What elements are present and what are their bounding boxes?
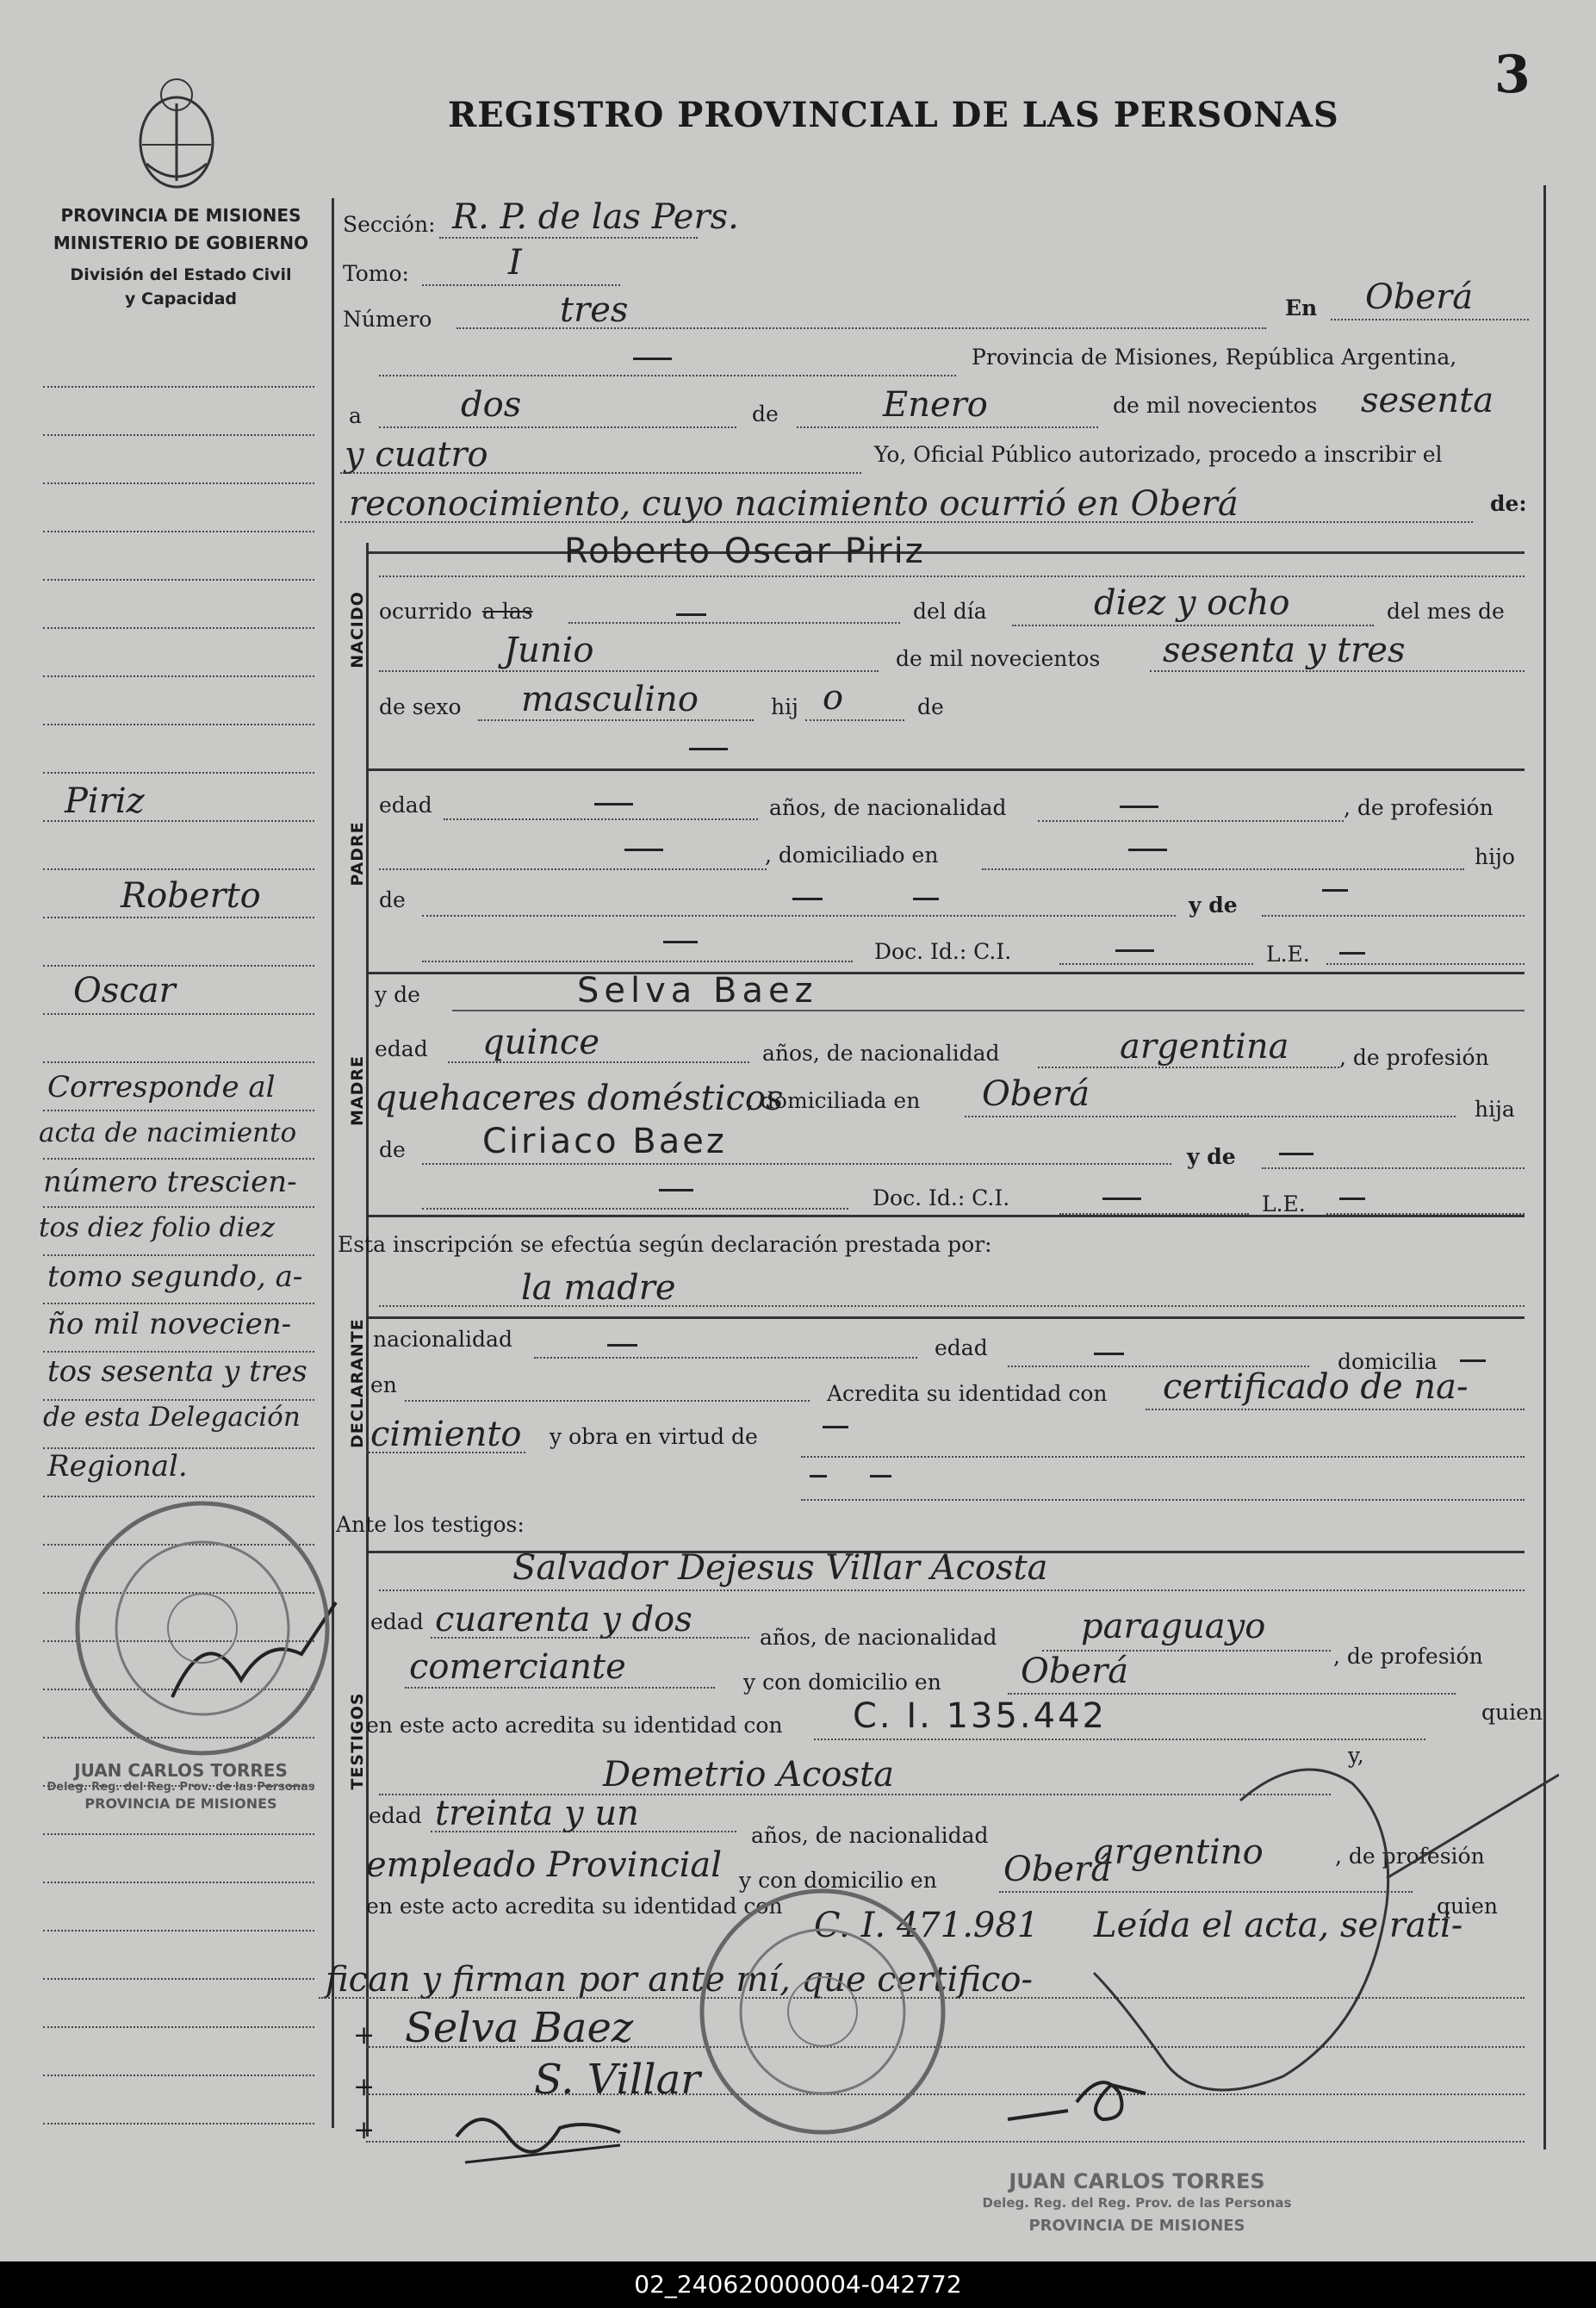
blank-line: [1150, 670, 1525, 672]
label-de-mil-2: de mil novecientos: [896, 646, 1101, 671]
label-y-de-madre-2: y de: [1187, 1144, 1236, 1169]
blank-line: [444, 818, 758, 820]
value-t1-nac: paraguayo: [1081, 1607, 1266, 1646]
margin-note-line: tos diez folio diez: [39, 1212, 276, 1243]
rule-declarante-top: [366, 1316, 1525, 1319]
page-number: 3: [1494, 45, 1531, 105]
value-declarante: la madre: [521, 1268, 676, 1308]
cross-mark: +: [353, 2072, 376, 2102]
margin-line: [43, 579, 314, 581]
empty-dash: [689, 748, 728, 750]
blank-line: [422, 284, 620, 286]
margin-note-line: tomo segundo, a-: [47, 1260, 303, 1294]
label-ante-testigos: Ante los testigos:: [336, 1512, 525, 1537]
margin-line: [43, 2026, 314, 2028]
label-a: a: [349, 403, 362, 428]
blank-line: [340, 472, 861, 474]
empty-dash: [792, 898, 823, 900]
label-anos-nac-t1: años, de nacionalidad: [760, 1625, 997, 1650]
cross-mark: +: [353, 2020, 376, 2050]
empty-dash: [1115, 949, 1154, 952]
blank-line: [982, 868, 1464, 870]
margin-line: [43, 1110, 314, 1111]
blank-line: [379, 1589, 1525, 1591]
rule-madre-bottom: [366, 1215, 1525, 1217]
value-testigo-1: Salvador Dejesus Villar Acosta: [512, 1548, 1048, 1588]
cross-mark: +: [353, 2115, 376, 2145]
signature-scribble: [448, 2085, 637, 2180]
value-cierre-1: Leída el acta, se rati-: [1094, 1906, 1463, 1945]
blank-line: [422, 961, 853, 962]
empty-dash: [1094, 1353, 1124, 1355]
empty-dash: [870, 1475, 891, 1477]
coat-of-arms-emblem: [129, 69, 224, 198]
label-del-dia: del día: [913, 599, 987, 624]
label-hijo: hijo: [1475, 844, 1515, 869]
label-provincia: Provincia de Misiones, República Argentina,: [972, 345, 1457, 370]
margin-line: [43, 1833, 314, 1835]
blank-line: [1262, 915, 1525, 917]
margin-first-name: Roberto: [121, 876, 261, 916]
rule-padre-top: [366, 768, 1525, 771]
label-nacionalidad-decl: nacionalidad: [373, 1327, 512, 1352]
label-y-comma: y,: [1348, 1743, 1364, 1768]
margin-line: [43, 1254, 314, 1256]
margin-note-line: número trescien-: [43, 1165, 297, 1199]
label-profesion-t2: , de profesión: [1335, 1844, 1485, 1869]
empty-dash: [1279, 1153, 1313, 1155]
blank-line: [1331, 319, 1529, 320]
label-de-padre: de: [379, 887, 406, 912]
blank-line: [801, 1499, 1525, 1501]
rule-nacido-top: [366, 551, 1525, 554]
value-dia: dos: [461, 385, 522, 425]
value-acredita-2: cimiento: [370, 1415, 522, 1454]
page-title: REGISTRO PROVINCIAL DE LAS PERSONAS: [448, 95, 1339, 135]
label-en-este-acto-t2: en este acto acredita su identidad con: [366, 1894, 783, 1919]
value-madre-nac: argentina: [1120, 1027, 1289, 1067]
margin-line: [43, 1303, 314, 1304]
header-division: División del Estado Civil: [70, 265, 292, 284]
blank-line: [422, 1163, 1171, 1165]
label-le-padre: L.E.: [1266, 942, 1310, 967]
label-en-este-acto-t1: en este acto acredita su identidad con: [366, 1713, 783, 1738]
blank-line: [965, 1116, 1456, 1117]
value-t2-edad: treinta y un: [435, 1794, 639, 1833]
blank-line: [1008, 1693, 1456, 1695]
value-dia-nac: diez y ocho: [1094, 583, 1290, 623]
margin-note-line: Regional.: [47, 1449, 188, 1484]
blank-line: [797, 426, 1098, 428]
blank-line: [1038, 820, 1344, 822]
side-label-padre: PADRE: [348, 821, 367, 886]
label-edad-t1: edad: [370, 1609, 424, 1634]
margin-line: [43, 1882, 314, 1883]
label-domicilio-t2: y con domicilio en: [739, 1868, 937, 1893]
value-inscribir: reconocimiento, cuyo nacimiento ocurrió en Oberá: [349, 484, 1239, 524]
blank-line: [405, 1687, 715, 1689]
label-y-de-padre: y de: [1189, 893, 1238, 918]
side-label-testigos: TESTIGOS: [348, 1692, 367, 1790]
value-hij-suffix: o: [823, 678, 844, 718]
empty-dash: [607, 1344, 637, 1347]
blank-line: [379, 1305, 1525, 1307]
label-domicilia: domicilia: [1338, 1349, 1438, 1374]
label-del-mes: del mes de: [1387, 599, 1505, 624]
blank-line: [379, 375, 956, 376]
label-y-de-madre: y de: [375, 982, 420, 1007]
value-madre-padre: Ciriaco Baez: [482, 1122, 727, 1161]
blank-line: [340, 521, 1473, 523]
label-a-las: a las: [482, 599, 533, 624]
empty-dash: [1120, 806, 1158, 808]
blank-line: [422, 915, 1176, 917]
blank-line: [478, 719, 754, 721]
label-quien-t2: quien: [1437, 1894, 1498, 1919]
value-madre-dom: Oberá: [982, 1074, 1090, 1114]
value-madre-edad: quince: [482, 1023, 599, 1062]
margin-line: [43, 482, 314, 484]
value-sexo: masculino: [521, 680, 699, 719]
blank-line: [1262, 1167, 1525, 1169]
stamp-sub-bottom: Deleg. Reg. del Reg. Prov. de las Personas: [982, 2195, 1292, 2211]
empty-dash: [810, 1475, 827, 1477]
value-madre-prof: quehaceres domésticos: [375, 1079, 784, 1118]
margin-line: [43, 627, 314, 629]
side-label-declarante: DECLARANTE: [348, 1318, 367, 1448]
empty-dash: [1339, 1198, 1365, 1200]
blank-line: [439, 237, 698, 239]
blank-line: [1059, 1213, 1249, 1215]
file-id-footer: 02_240620000004-042772: [0, 2261, 1596, 2308]
value-madre-nombre: Selva Baez: [577, 971, 818, 1011]
blank-line: [422, 1208, 848, 1210]
label-profesion-padre: , de profesión: [1344, 795, 1494, 820]
blank-line: [1326, 1213, 1525, 1215]
margin-line: [43, 1013, 314, 1015]
stamp-prov-bottom: PROVINCIA DE MISIONES: [1028, 2217, 1245, 2235]
header-capacity: y Capacidad: [125, 289, 237, 308]
value-testigo-2: Demetrio Acosta: [603, 1755, 894, 1795]
value-cierre-2: fican y firman por ante mí, que certifico-: [326, 1960, 1034, 2000]
stamp-name-margin: JUAN CARLOS TORRES: [74, 1760, 288, 1781]
margin-line: [43, 724, 314, 725]
value-en: Oberá: [1365, 277, 1474, 317]
blank-line: [452, 1010, 1525, 1011]
margin-second-name: Oscar: [73, 971, 176, 1011]
value-t1-dom: Oberá: [1021, 1652, 1129, 1691]
blank-line: [1059, 963, 1253, 965]
margin-line: [43, 1978, 314, 1980]
value-acredita-1: certificado de na-: [1163, 1367, 1469, 1407]
label-yo: Yo, Oficial Público autorizado, procedo a inscribir el: [874, 442, 1443, 467]
blank-line: [1146, 1409, 1525, 1410]
official-seal-margin: [69, 1482, 345, 1775]
margin-line: [43, 2123, 314, 2124]
label-de-sexo: de sexo: [379, 694, 462, 719]
margin-line: [43, 917, 314, 918]
signature-witness: S. Villar: [534, 2056, 701, 2104]
blank-line: [431, 1831, 736, 1832]
blank-line: [1012, 625, 1374, 626]
side-label-madre: MADRE: [348, 1055, 367, 1126]
margin-note-line: Corresponde al: [47, 1070, 276, 1104]
value-t1-id: C. I. 135.442: [853, 1696, 1107, 1736]
blank-line: [1038, 1067, 1339, 1068]
label-doc-id-madre: Doc. Id.: C.I.: [873, 1185, 1010, 1210]
empty-dash: [1102, 1198, 1141, 1200]
blank-line: [379, 670, 879, 672]
label-seccion: Sección:: [343, 212, 436, 237]
margin-note-line: ño mil novecien-: [47, 1307, 292, 1341]
label-domiciliado-padre: , domiciliado en: [765, 843, 939, 868]
label-ocurrido: ocurrido: [379, 599, 473, 624]
value-t2-dom: Oberá: [1003, 1850, 1112, 1889]
value-mes: Enero: [883, 385, 988, 425]
margin-note-line: tos sesenta y tres: [47, 1354, 307, 1389]
blank-line: [805, 719, 904, 721]
label-de-madre: de: [379, 1137, 406, 1162]
header-ministry: MINISTERIO DE GOBIERNO: [53, 233, 309, 253]
blank-line: [405, 1400, 810, 1402]
label-domiciliada-madre: , domiciliada en: [747, 1088, 921, 1113]
value-tomo: I: [508, 243, 522, 283]
margin-line: [43, 1351, 314, 1353]
empty-dash: [1339, 952, 1365, 955]
stamp-name-bottom: JUAN CARLOS TORRES: [1009, 2169, 1265, 2193]
margin-line: [43, 772, 314, 774]
label-anos-nac-padre: años, de nacionalidad: [769, 795, 1007, 820]
blank-line: [379, 868, 767, 870]
margin-line: [43, 531, 314, 532]
margin-line: [43, 675, 314, 677]
value-seccion: R. P. de las Pers.: [452, 197, 739, 237]
label-anos-nac-t2: años, de nacionalidad: [751, 1823, 989, 1848]
margin-divider: [332, 198, 334, 2128]
label-acredita: Acredita su identidad con: [827, 1381, 1108, 1406]
official-seal-bottom: [693, 1874, 952, 2149]
label-hij: hij: [771, 694, 798, 719]
blank-line: [534, 1357, 917, 1359]
margin-line: [43, 1930, 314, 1932]
label-edad-decl: edad: [935, 1335, 988, 1360]
empty-dash: [1460, 1359, 1486, 1362]
value-t1-edad: cuarenta y dos: [435, 1600, 692, 1639]
empty-dash: [663, 941, 698, 943]
label-quien-t1: quien: [1481, 1700, 1543, 1725]
value-t1-prof: comerciante: [409, 1647, 626, 1687]
value-anio-nac: sesenta y tres: [1163, 631, 1406, 670]
value-t2-nac: argentino: [1094, 1832, 1264, 1872]
margin-line: [43, 386, 314, 388]
rule-madre-top: [366, 972, 1525, 974]
blank-line: [431, 1637, 749, 1639]
empty-dash: [823, 1426, 848, 1428]
empty-dash: [676, 613, 706, 616]
signature-mother: Selva Baez: [405, 2004, 634, 2052]
margin-line: [43, 1399, 314, 1401]
side-label-nacido: NACIDO: [348, 591, 367, 669]
blank-line: [1326, 963, 1525, 965]
label-le-madre: L.E.: [1262, 1191, 1306, 1216]
label-en-decl: en: [370, 1372, 397, 1397]
label-doc-id-padre: Doc. Id.: C.I.: [874, 939, 1012, 964]
blank-line: [379, 426, 736, 428]
stamp-sub-margin: Deleg. Reg. del Reg. Prov. de las Personas: [47, 1781, 315, 1794]
blank-line: [379, 575, 1525, 577]
blank-line: [801, 1456, 1525, 1458]
margin-line: [43, 1061, 314, 1063]
value-mes-nac: Junio: [504, 631, 594, 670]
empty-dash: [1322, 889, 1348, 892]
label-en: En: [1285, 295, 1318, 320]
label-de-mil: de mil novecientos: [1113, 393, 1318, 418]
margin-line: [43, 1158, 314, 1160]
value-nombre-nacido: Roberto Oscar Piriz: [564, 532, 925, 571]
label-esta-inscripcion: Esta inscripción se efectúa según declaración prestada por:: [338, 1232, 992, 1257]
margin-line: [43, 2075, 314, 2076]
label-edad-t2: edad: [369, 1803, 422, 1828]
label-y-obra: y obra en virtud de: [550, 1424, 758, 1449]
empty-dash: [913, 898, 939, 900]
label-profesion-madre: , de profesión: [1339, 1045, 1489, 1070]
label-de-2: de: [917, 694, 944, 719]
value-t2-prof: empleado Provincial: [366, 1845, 723, 1885]
value-anio-2: y cuatro: [345, 435, 488, 475]
label-anos-nac-madre: años, de nacionalidad: [762, 1041, 1000, 1066]
label-domicilio-t1: y con domicilio en: [743, 1670, 941, 1695]
margin-note-line: acta de nacimiento: [39, 1117, 297, 1148]
header-province: PROVINCIA DE MISIONES: [60, 205, 301, 226]
empty-dash: [1128, 849, 1167, 851]
margin-line: [43, 434, 314, 436]
margin-line: [43, 868, 314, 870]
label-edad-padre: edad: [379, 793, 432, 818]
margin-line: [43, 965, 314, 967]
blank-line: [366, 1452, 525, 1453]
label-numero: Número: [343, 307, 432, 332]
margin-surname: Piriz: [65, 781, 145, 821]
blank-line: [448, 1061, 749, 1063]
blank-line: [814, 1739, 1425, 1740]
label-profesion-t1: , de profesión: [1333, 1644, 1483, 1669]
empty-dash: [594, 803, 633, 806]
value-anio-1: sesenta: [1361, 381, 1494, 420]
value-t2-id: C. I. 471.981: [814, 1906, 1040, 1945]
margin-line: [43, 1206, 314, 1208]
label-de-colon: de:: [1490, 491, 1527, 516]
blank-line: [568, 622, 900, 624]
margin-note-line: de esta Delegación: [43, 1402, 301, 1433]
empty-dash: [633, 358, 672, 360]
label-edad-madre: edad: [375, 1036, 428, 1061]
label-hija: hija: [1475, 1097, 1515, 1122]
blank-line: [456, 327, 1266, 329]
label-tomo: Tomo:: [343, 261, 409, 286]
value-numero: tres: [560, 290, 629, 330]
closing-loop-mark: [1025, 1749, 1559, 2111]
label-de: de: [752, 401, 779, 426]
empty-dash: [624, 849, 663, 851]
empty-dash: [659, 1189, 693, 1191]
stamp-prov-margin: PROVINCIA DE MISIONES: [84, 1795, 277, 1812]
